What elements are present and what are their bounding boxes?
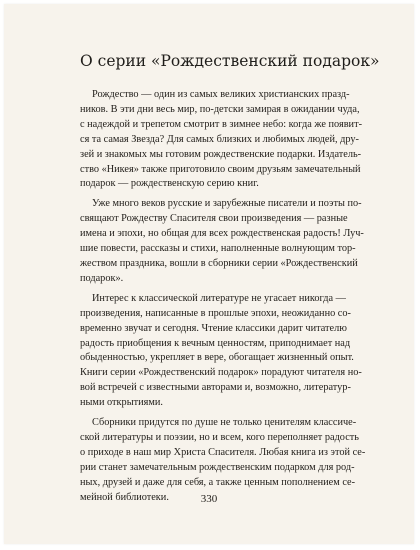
- text-line: радость приобщения к вечным ценностям, приподнимает над: [80, 337, 351, 349]
- text-line: о приходе в наш мир Христа Спасителя. Любая книга из этой се-: [80, 446, 366, 458]
- text-line: ных, друзей и даже для себя, а также ценным пополнением се-: [80, 476, 356, 488]
- page-title: О серии «Рождественский подарок»: [80, 52, 380, 70]
- text-line: свящают Рождеству Спасителя свои произведения — разные: [80, 213, 348, 225]
- paragraph: [80, 292, 362, 411]
- text-line: имена и эпохи, но общая для всех рождественская радость! Луч-: [80, 228, 364, 240]
- text-line: подарок — рождественскую серию книг.: [80, 178, 259, 190]
- text-line: подарок».: [80, 272, 124, 284]
- text-line: Книги серии «Рождественский подарок» порадуют читателя но-: [80, 367, 362, 379]
- text-line: с надеждой и трепетом смотрит в зимнее небо: когда же появит-: [80, 118, 362, 130]
- text-line: Сборники придутся по душе не только ценителям классиче-: [92, 417, 357, 429]
- paragraph: [80, 88, 362, 192]
- text-line: Уже много веков русские и зарубежные писатели и поэты по-: [92, 198, 362, 210]
- text-line: шие повести, рассказы и стихи, наполненные волнующим тор-: [80, 243, 356, 255]
- text-line: мейной библиотеки.: [80, 491, 169, 503]
- text-line: вой встречей с известными авторами и, возможно, литератур-: [80, 382, 351, 394]
- text-line: ство «Никея» также приготовило своим друзьям замечательный: [80, 163, 361, 175]
- text-line: обыденностью, укрепляет в вере, обогащает жизненный опыт.: [80, 352, 354, 364]
- text-line: ской литературы и поэзии, но и всем, кого переполняет радость: [80, 431, 359, 443]
- text-line: произведения, написанные в прошлые эпохи, неожиданно со-: [80, 307, 351, 319]
- text-line: рии станет замечательным рождественским подарком для род-: [80, 461, 355, 473]
- body-text: [80, 88, 366, 510]
- text-line: зей и знакомых мы готовим рождественские подарки. Издатель-: [80, 148, 362, 160]
- page-number: 330: [200, 493, 218, 505]
- paragraph: [80, 197, 364, 286]
- text-line: ся та самая Звезда? Для самых близких и любимых людей, дру-: [80, 133, 359, 145]
- text-line: Интерес к классической литературе не угасает никогда —: [92, 292, 346, 304]
- text-line: Рождество — один из самых великих христианских празд-: [92, 89, 350, 100]
- text-line: жеством праздника, вошли в сборники серии «Рождественский: [80, 257, 358, 269]
- text-line: ников. В эти дни весь мир, по-детски замирая в ожидании чуда,: [80, 103, 360, 115]
- book-page: [4, 4, 414, 544]
- text-line: ными открытиями.: [80, 397, 163, 409]
- text-line: временно звучат и сегодня. Чтение классики дарит читателю: [80, 322, 347, 334]
